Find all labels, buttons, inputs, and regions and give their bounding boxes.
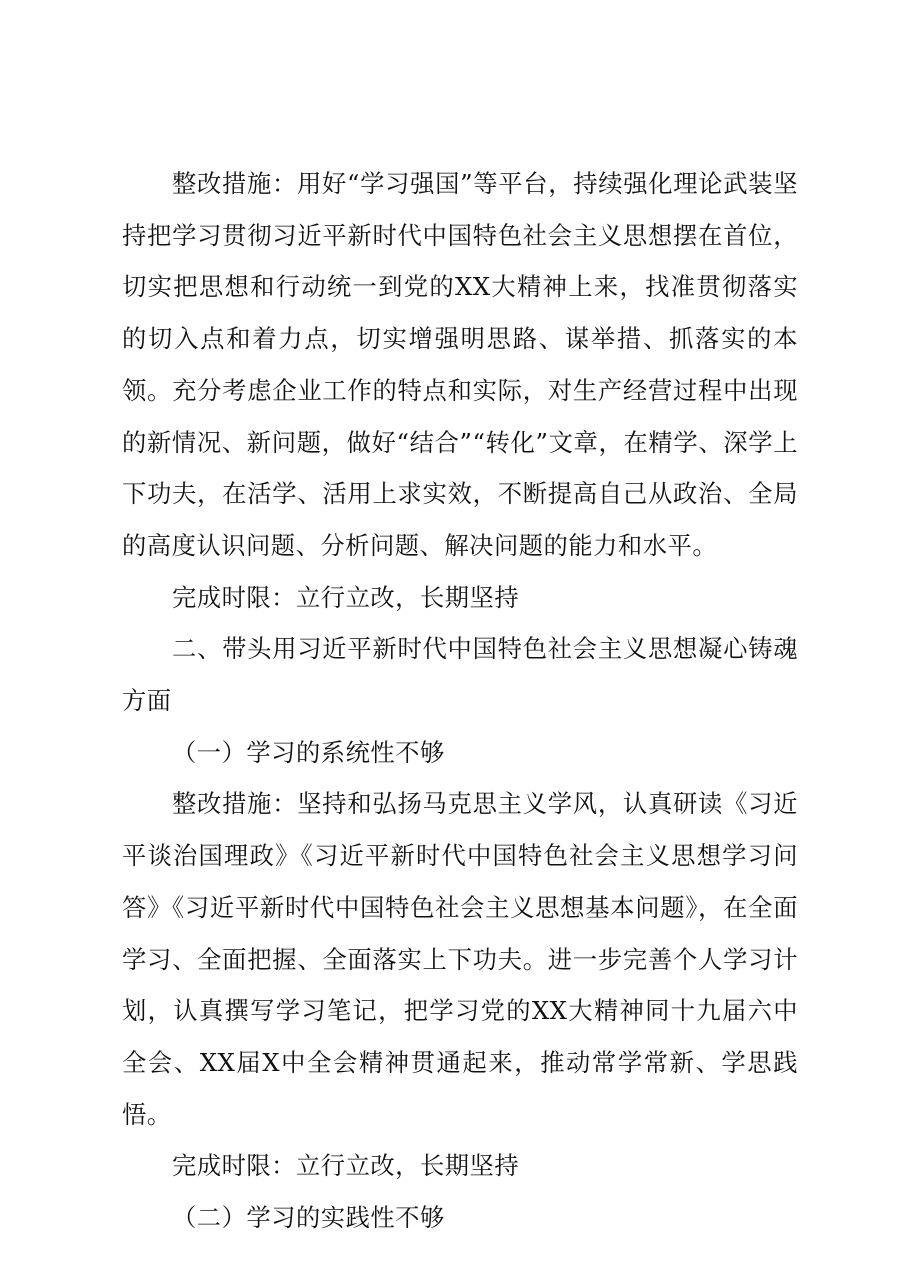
paragraph-rectification-measures-1: 整改措施：用好“学习强国”等平台，持续强化理论武装坚持把学习贯彻习近平新时代中国特色社会主义思想摆在首位，切实把思想和行动统一到党的XX大精神上来，找准贯彻落实的切入点和着力点，切实增强明思路、谋举措、抓落实的本领。充分考虑企业工作的特点和实际，对生产经营过程中出现的新情况、新问题，做好“结合”“转化”文章，在精学、深学上下功夫，在活学、活用上求实效，不断提高自己从政治、全局的高度认识问题、分析问题、解决问题的能力和水平。 (122, 169, 798, 560)
subsection-heading-1: （一）学习的系统性不够 (172, 737, 445, 767)
subsection-heading-2: （二）学习的实践性不够 (172, 1203, 445, 1233)
paragraph-deadline-2: 完成时限：立行立改，长期坚持 (172, 1151, 520, 1181)
paragraph-rectification-measures-2: 整改措施：坚持和弘扬马克思主义学风，认真研读《习近平谈治国理政》《习近平新时代中国特色社会主义思想学习问答》《习近平新时代中国特色社会主义思想基本问题》，在全面学习、全面把握、全面落实上下功夫。进一步完善个人学习计划，认真撰写学习笔记，把学习党的XX大精神同十九届六中全会、XX届X中全会精神贯通起来，推动常学常新、学思践悟。 (122, 789, 798, 1129)
paragraph-deadline-1: 完成时限：立行立改，长期坚持 (172, 582, 520, 612)
section-heading-2: 二、带头用习近平新时代中国特色社会主义思想凝心铸魂方面 (122, 634, 798, 716)
document-body (122, 158, 798, 1244)
